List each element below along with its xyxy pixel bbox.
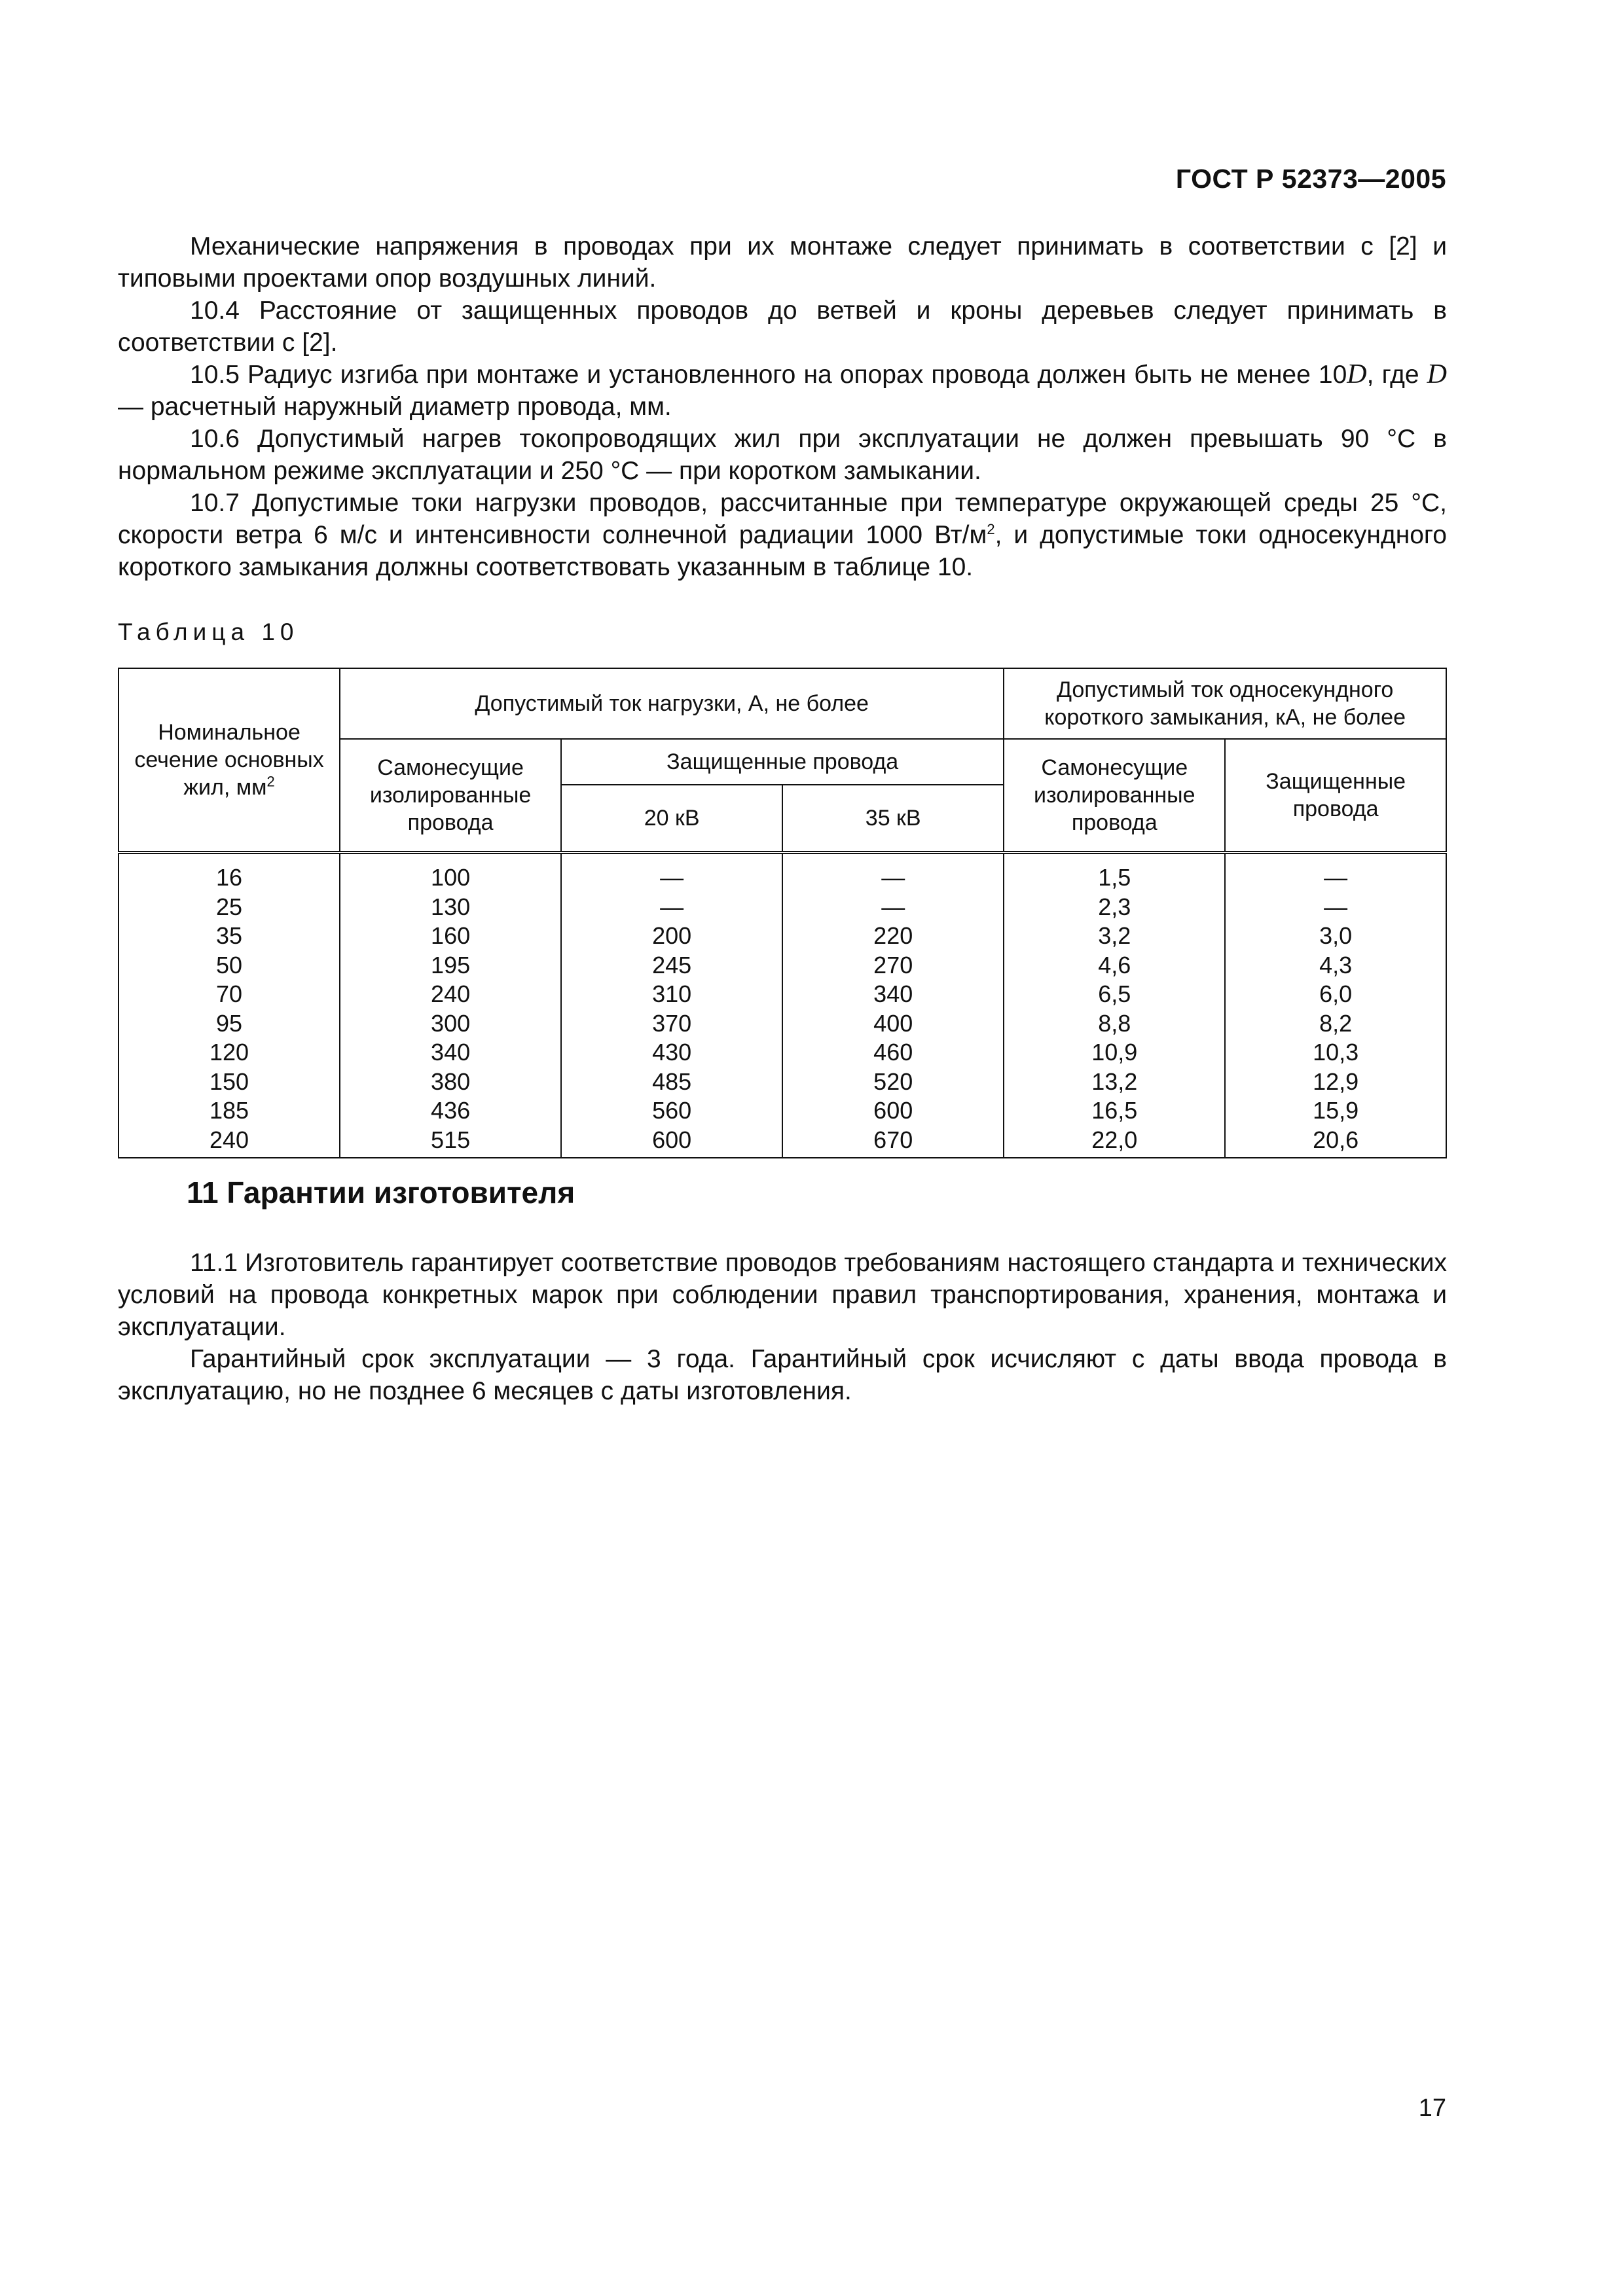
header-nominal-section bbox=[119, 668, 340, 853]
section-11-body bbox=[118, 1247, 1447, 1407]
diameter-symbol: D bbox=[1347, 359, 1367, 389]
table-cell: 160 bbox=[340, 922, 561, 951]
diameter-symbol: D bbox=[1427, 359, 1447, 389]
table-row bbox=[119, 951, 1446, 980]
table-cell: 16 bbox=[119, 853, 340, 893]
table-cell: 15,9 bbox=[1225, 1096, 1446, 1126]
header-self-supporting-sc: Самонесущие изолированные провода bbox=[1004, 739, 1225, 853]
table-cell: 130 bbox=[340, 893, 561, 922]
paragraph-mechanical-stress: Механические напряжения в проводах при их монтаже следует принимать в соответствии с [2] и типовыми проектами опор воздушных линий. bbox=[118, 232, 1447, 293]
table-cell: 150 bbox=[119, 1067, 340, 1097]
paragraph-10-5 bbox=[118, 359, 1447, 423]
table-cell: 35 bbox=[119, 922, 340, 951]
table-cell: 245 bbox=[561, 951, 782, 980]
table-row bbox=[119, 1067, 1446, 1097]
paragraph-10-5-part-c: — расчетный наружный диаметр провода, мм. bbox=[118, 393, 672, 421]
header-load-current: Допустимый ток нагрузки, А, не более bbox=[340, 668, 1004, 739]
standard-code: ГОСТ Р 52373—2005 bbox=[1175, 164, 1446, 194]
paragraph-10-5-part-b: , где bbox=[1366, 361, 1427, 389]
table-body bbox=[119, 853, 1446, 1158]
header-20kv: 20 кВ bbox=[561, 785, 782, 853]
table-cell: 436 bbox=[340, 1096, 561, 1126]
table-cell: 8,8 bbox=[1004, 1009, 1225, 1039]
table-cell: 485 bbox=[561, 1067, 782, 1097]
paragraph-10-7 bbox=[118, 487, 1447, 583]
header-superscript-2: 2 bbox=[266, 773, 275, 790]
table-row bbox=[119, 980, 1446, 1009]
table-cell: 240 bbox=[340, 980, 561, 1009]
table-row bbox=[119, 1038, 1446, 1067]
table-cell: 22,0 bbox=[1004, 1126, 1225, 1158]
paragraph-10-7-part-a: 10.7 Допустимые токи нагрузки проводов, рассчитанные при температуре окружающей среды 25 °С, скорости ветра 6 м/с и интенсивности солнечной радиации 1000 Вт/м bbox=[118, 489, 1447, 549]
table-cell: 340 bbox=[340, 1038, 561, 1067]
table-cell: 370 bbox=[561, 1009, 782, 1039]
table-10 bbox=[118, 668, 1447, 1158]
table-cell: 4,6 bbox=[1004, 951, 1225, 980]
table-cell: — bbox=[561, 893, 782, 922]
paragraph-10-4: 10.4 Расстояние от защищенных проводов до ветвей и кроны деревьев следует принимать в соответствии с [2]. bbox=[118, 296, 1447, 357]
table-cell: 195 bbox=[340, 951, 561, 980]
table-cell: 400 bbox=[782, 1009, 1004, 1039]
table-cell: — bbox=[561, 853, 782, 893]
table-cell: — bbox=[1225, 853, 1446, 893]
table-row bbox=[119, 1009, 1446, 1039]
table-cell: 310 bbox=[561, 980, 782, 1009]
table-cell: 380 bbox=[340, 1067, 561, 1097]
table-row bbox=[119, 893, 1446, 922]
table-cell: 1,5 bbox=[1004, 853, 1225, 893]
table-cell: 6,5 bbox=[1004, 980, 1225, 1009]
table-cell: 13,2 bbox=[1004, 1067, 1225, 1097]
table-cell: 100 bbox=[340, 853, 561, 893]
table-cell: 220 bbox=[782, 922, 1004, 951]
table-cell: — bbox=[1225, 893, 1446, 922]
paragraph-10-6: 10.6 Допустимый нагрев токопроводящих жил при эксплуатации не должен превышать 90 °С в нормальном режиме эксплуатации и 250 °С — при коротком замыкании. bbox=[118, 425, 1447, 485]
table-cell: 200 bbox=[561, 922, 782, 951]
table-cell: 270 bbox=[782, 951, 1004, 980]
table-cell: 340 bbox=[782, 980, 1004, 1009]
table-cell: 20,6 bbox=[1225, 1126, 1446, 1158]
table-row bbox=[119, 853, 1446, 893]
header-self-supporting-load: Самонесущие изолированные провода bbox=[340, 739, 561, 853]
table-cell: 460 bbox=[782, 1038, 1004, 1067]
table-cell: — bbox=[782, 893, 1004, 922]
table-row bbox=[119, 922, 1446, 951]
table-cell: 16,5 bbox=[1004, 1096, 1225, 1126]
table-cell: 10,3 bbox=[1225, 1038, 1446, 1067]
table-cell: 8,2 bbox=[1225, 1009, 1446, 1039]
current-table bbox=[118, 668, 1447, 1158]
table-cell: 6,0 bbox=[1225, 980, 1446, 1009]
table-cell: — bbox=[782, 853, 1004, 893]
table-cell: 300 bbox=[340, 1009, 561, 1039]
paragraph-10-7-part-b: , и допустимые токи односекундного короткого замыкания должны соответствовать указанным в таблице 10. bbox=[118, 521, 1447, 581]
table-cell: 70 bbox=[119, 980, 340, 1009]
table-cell: 670 bbox=[782, 1126, 1004, 1158]
table-cell: 2,3 bbox=[1004, 893, 1225, 922]
intro-text bbox=[118, 230, 1447, 583]
table-cell: 50 bbox=[119, 951, 340, 980]
table-row bbox=[119, 1096, 1446, 1126]
paragraph-warranty-period: Гарантийный срок эксплуатации — 3 года. Гарантийный срок исчисляют с даты ввода провода в эксплуатацию, но не позднее 6 месяцев с даты изготовления. bbox=[118, 1345, 1447, 1405]
section-11-title: 11 Гарантии изготовителя bbox=[187, 1175, 575, 1210]
table-caption: Таблица 10 bbox=[118, 619, 299, 645]
table-cell: 185 bbox=[119, 1096, 340, 1126]
table-cell: 10,9 bbox=[1004, 1038, 1225, 1067]
header-35kv: 35 кВ bbox=[782, 785, 1004, 853]
paragraph-11-1: 11.1 Изготовитель гарантирует соответствие проводов требованиям настоящего стандарта и технических условий на провода конкретных марок при соблюдении правил транспортирования, хранения, монтажа и эксплуатации. bbox=[118, 1249, 1447, 1341]
table-cell: 95 bbox=[119, 1009, 340, 1039]
table-cell: 515 bbox=[340, 1126, 561, 1158]
header-nominal-section-text: Номинальное сечение основных жил, мм bbox=[134, 720, 324, 800]
header-protected-group: Защищенные провода bbox=[561, 739, 1004, 785]
table-cell: 600 bbox=[782, 1096, 1004, 1126]
paragraph-10-5-part-a: 10.5 Радиус изгиба при монтаже и установленного на опорах провода должен быть не менее 10 bbox=[190, 361, 1347, 389]
table-cell: 25 bbox=[119, 893, 340, 922]
table-cell: 3,2 bbox=[1004, 922, 1225, 951]
table-row bbox=[119, 1126, 1446, 1158]
table-cell: 430 bbox=[561, 1038, 782, 1067]
table-cell: 3,0 bbox=[1225, 922, 1446, 951]
table-cell: 120 bbox=[119, 1038, 340, 1067]
header-protected-sc: Защищенные провода bbox=[1225, 739, 1446, 853]
table-cell: 240 bbox=[119, 1126, 340, 1158]
table-cell: 560 bbox=[561, 1096, 782, 1126]
superscript-2: 2 bbox=[987, 521, 995, 537]
header-short-circuit: Допустимый ток односекундного короткого замыкания, кА, не более bbox=[1004, 668, 1446, 739]
table-cell: 600 bbox=[561, 1126, 782, 1158]
table-cell: 4,3 bbox=[1225, 951, 1446, 980]
page-number: 17 bbox=[1418, 2094, 1446, 2122]
table-cell: 12,9 bbox=[1225, 1067, 1446, 1097]
table-cell: 520 bbox=[782, 1067, 1004, 1097]
